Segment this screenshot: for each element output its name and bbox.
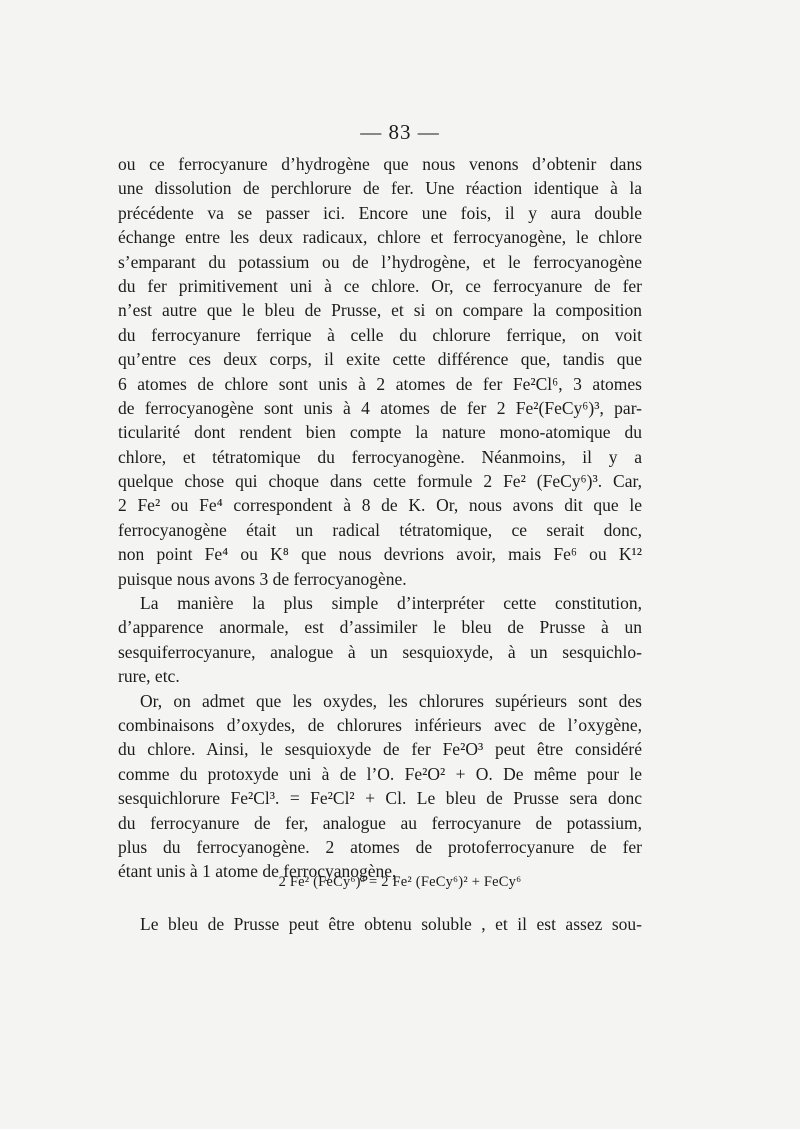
text-line: rure, etc. — [118, 666, 180, 687]
chemical-equation: 2 Fe² (FeCy⁶)³ = 2 Fe² (FeCy⁶)² + FeCy⁶ — [278, 874, 522, 890]
text-line: 2 Fe² ou Fe⁴ correspondent à 8 de K. Or, nous avons dit que le — [118, 495, 642, 516]
text-line: du chlore. Ainsi, le sesquioxyde de fer Fe²O³ peut être considéré — [118, 739, 642, 760]
text-line: ticularité dont rendent bien compte la nature mono-atomique du — [118, 422, 642, 443]
text-line: échange entre les deux radicaux, chlore et ferrocyanogène, le chlore — [118, 227, 642, 248]
text-line: n’est autre que le bleu de Prusse, et si on compare la composition — [118, 300, 642, 321]
paragraph-start-line: La manière la plus simple d’interpréter cette constitution, — [140, 593, 642, 614]
text-line: du ferrocyanure ferrique à celle du chlorure ferrique, on voit — [118, 324, 642, 345]
page-number: — 83 — — [360, 120, 440, 144]
text-line: une dissolution de perchlorure de fer. Une réaction identique à la — [118, 178, 642, 199]
paragraph-start-line: Or, on admet que les oxydes, les chlorures supérieurs sont des — [140, 690, 642, 711]
text-line: 6 atomes de chlore sont unis à 2 atomes de fer Fe²Cl⁶, 3 atomes — [118, 373, 642, 394]
text-line: non point Fe⁴ ou K⁸ que nous devrions avoir, mais Fe⁶ ou K¹² — [118, 544, 642, 565]
text-line: ferrocyanogène était un radical tétratomique, ce serait donc, — [118, 519, 642, 540]
text-line: du fer primitivement uni à ce chlore. Or, ce ferrocyanure de fer — [118, 275, 642, 296]
text-line: précédente va se passer ici. Encore une fois, il y aura double — [118, 202, 642, 223]
text-line: sesquiferrocyanure, analogue à un sesquioxyde, à un sesquichlo- — [118, 641, 642, 662]
text-line: puisque nous avons 3 de ferrocyanogène. — [118, 568, 407, 589]
text-line: d’apparence anormale, est d’assimiler le bleu de Prusse à un — [118, 617, 642, 638]
text-line: plus du ferrocyanogène. 2 atomes de protoferrocyanure de fer — [118, 836, 642, 857]
text-line: s’emparant du potassium ou de l’hydrogène, et le ferrocyanogène — [118, 251, 642, 272]
text-line: chlore, et tétratomique du ferrocyanogène. Néanmoins, il y a — [118, 446, 642, 467]
body-text — [118, 152, 642, 884]
text-line: du ferrocyanure de fer, analogue au ferrocyanure de potassium, — [118, 812, 642, 833]
text-line: combinaisons d’oxydes, de chlorures inférieurs avec de l’oxygène, — [118, 714, 642, 735]
text-line: quelque chose qui choque dans cette formule 2 Fe² (FeCy⁶)³. Car, — [118, 471, 642, 492]
text-line: comme du protoxyde uni à de l’O. Fe²O² + O. De même pour le — [118, 763, 642, 784]
text-line: étant unis à 1 atome de ferrocyanogène, — [118, 861, 397, 882]
text-line: ou ce ferrocyanure d’hydrogène que nous venons d’obtenir dans — [118, 154, 642, 174]
text-line: qu’entre ces deux corps, il exite cette différence que, tandis que — [118, 349, 642, 370]
text-line: de ferrocyanogène sont unis à 4 atomes de fer 2 Fe²(FeCy⁶)³, par- — [118, 397, 642, 418]
final-text-line: Le bleu de Prusse peut être obtenu soluble , et il est assez sou- — [140, 914, 642, 934]
text-line: sesquichlorure Fe²Cl³. = Fe²Cl² + Cl. Le bleu de Prusse sera donc — [118, 788, 642, 809]
